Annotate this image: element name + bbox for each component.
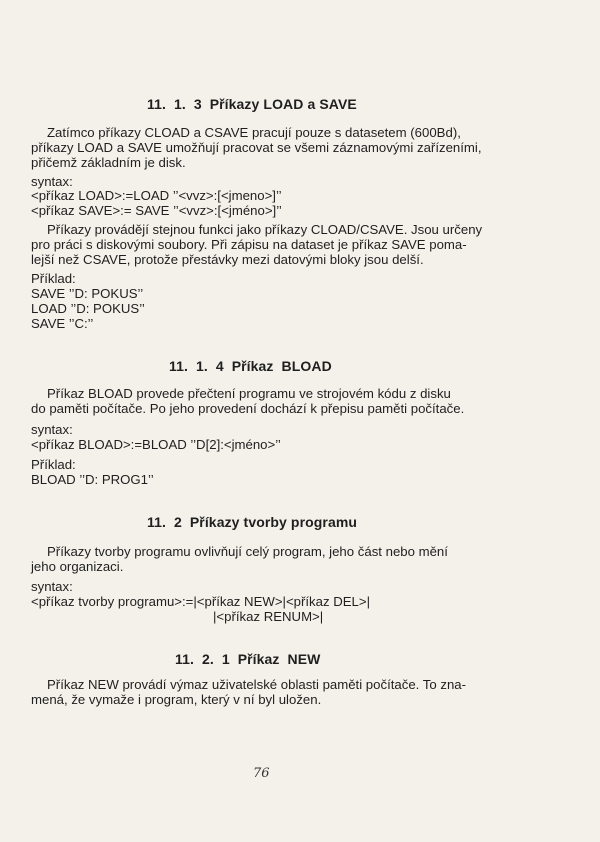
creation-syntax-line-2: |<příkaz RENUM>|	[213, 609, 324, 624]
heading-bload: 11. 1. 4 Příkaz BLOAD	[169, 358, 332, 374]
heading-new: 11. 2. 1 Příkaz NEW	[175, 651, 321, 667]
example-label: Příklad:	[31, 271, 76, 286]
bload-intro-line-1: Příkaz BLOAD provede přečtení programu ve strojovém kódu z disku	[47, 386, 451, 401]
heading-program-creation: 11. 2 Příkazy tvorby programu	[147, 514, 358, 530]
heading-load-save: 11. 1. 3 Příkazy LOAD a SAVE	[147, 96, 357, 112]
syntax-line-load: <příkaz LOAD>:=LOAD ’’<vvz>:[<jmeno>]’’	[31, 188, 282, 203]
example-line-2: LOAD ’’D: POKUS’’	[31, 301, 145, 316]
creation-intro-line-1: Příkazy tvorby programu ovlivňují celý program, jeho část nebo mění	[47, 544, 448, 559]
bload-syntax-line: <příkaz BLOAD>:=BLOAD ’’D[2]:<jméno>’’	[31, 437, 281, 452]
example-line-3: SAVE ’’C:’’	[31, 316, 94, 331]
bload-syntax-label: syntax:	[31, 422, 73, 437]
creation-syntax-label: syntax:	[31, 579, 73, 594]
intro-line-2: příkazy LOAD a SAVE umožňují pracovat se všemi záznamovými zařízeními,	[31, 140, 482, 155]
syntax-line-save: <příkaz SAVE>:= SAVE ’’<vvz>:[<jméno>]’’	[31, 203, 282, 218]
desc-line-3: lejší než CSAVE, protože přestávky mezi datovými bloky jsou delší.	[31, 252, 424, 267]
example-line-1: SAVE ’’D: POKUS’’	[31, 286, 144, 301]
syntax-label: syntax:	[31, 174, 73, 189]
creation-syntax-line-1: <příkaz tvorby programu>:=|<příkaz NEW>|<příkaz DEL>|	[31, 594, 371, 609]
page-number: 76	[253, 766, 270, 781]
desc-line-2: pro práci s diskovými soubory. Při zápisu na dataset je příkaz SAVE poma-	[31, 237, 467, 252]
new-intro-line-1: Příkaz NEW provádí výmaz uživatelské oblasti paměti počítače. To zna-	[47, 677, 466, 692]
bload-example-line: BLOAD ’’D: PROG1’’	[31, 472, 154, 487]
intro-line-1: Zatímco příkazy CLOAD a CSAVE pracují pouze s datasetem (600Bd),	[47, 125, 461, 140]
creation-intro-line-2: jeho organizaci.	[31, 559, 124, 574]
intro-line-3: přičemž základním je disk.	[31, 155, 186, 170]
bload-intro-line-2: do paměti počítače. Po jeho provedení dochází k přepisu paměti počítače.	[31, 401, 465, 416]
new-intro-line-2: mená, že vymaže i program, který v ní byl uložen.	[31, 692, 322, 707]
desc-line-1: Příkazy provádějí stejnou funkci jako příkazy CLOAD/CSAVE. Jsou určeny	[47, 222, 483, 237]
bload-example-label: Příklad:	[31, 457, 76, 472]
